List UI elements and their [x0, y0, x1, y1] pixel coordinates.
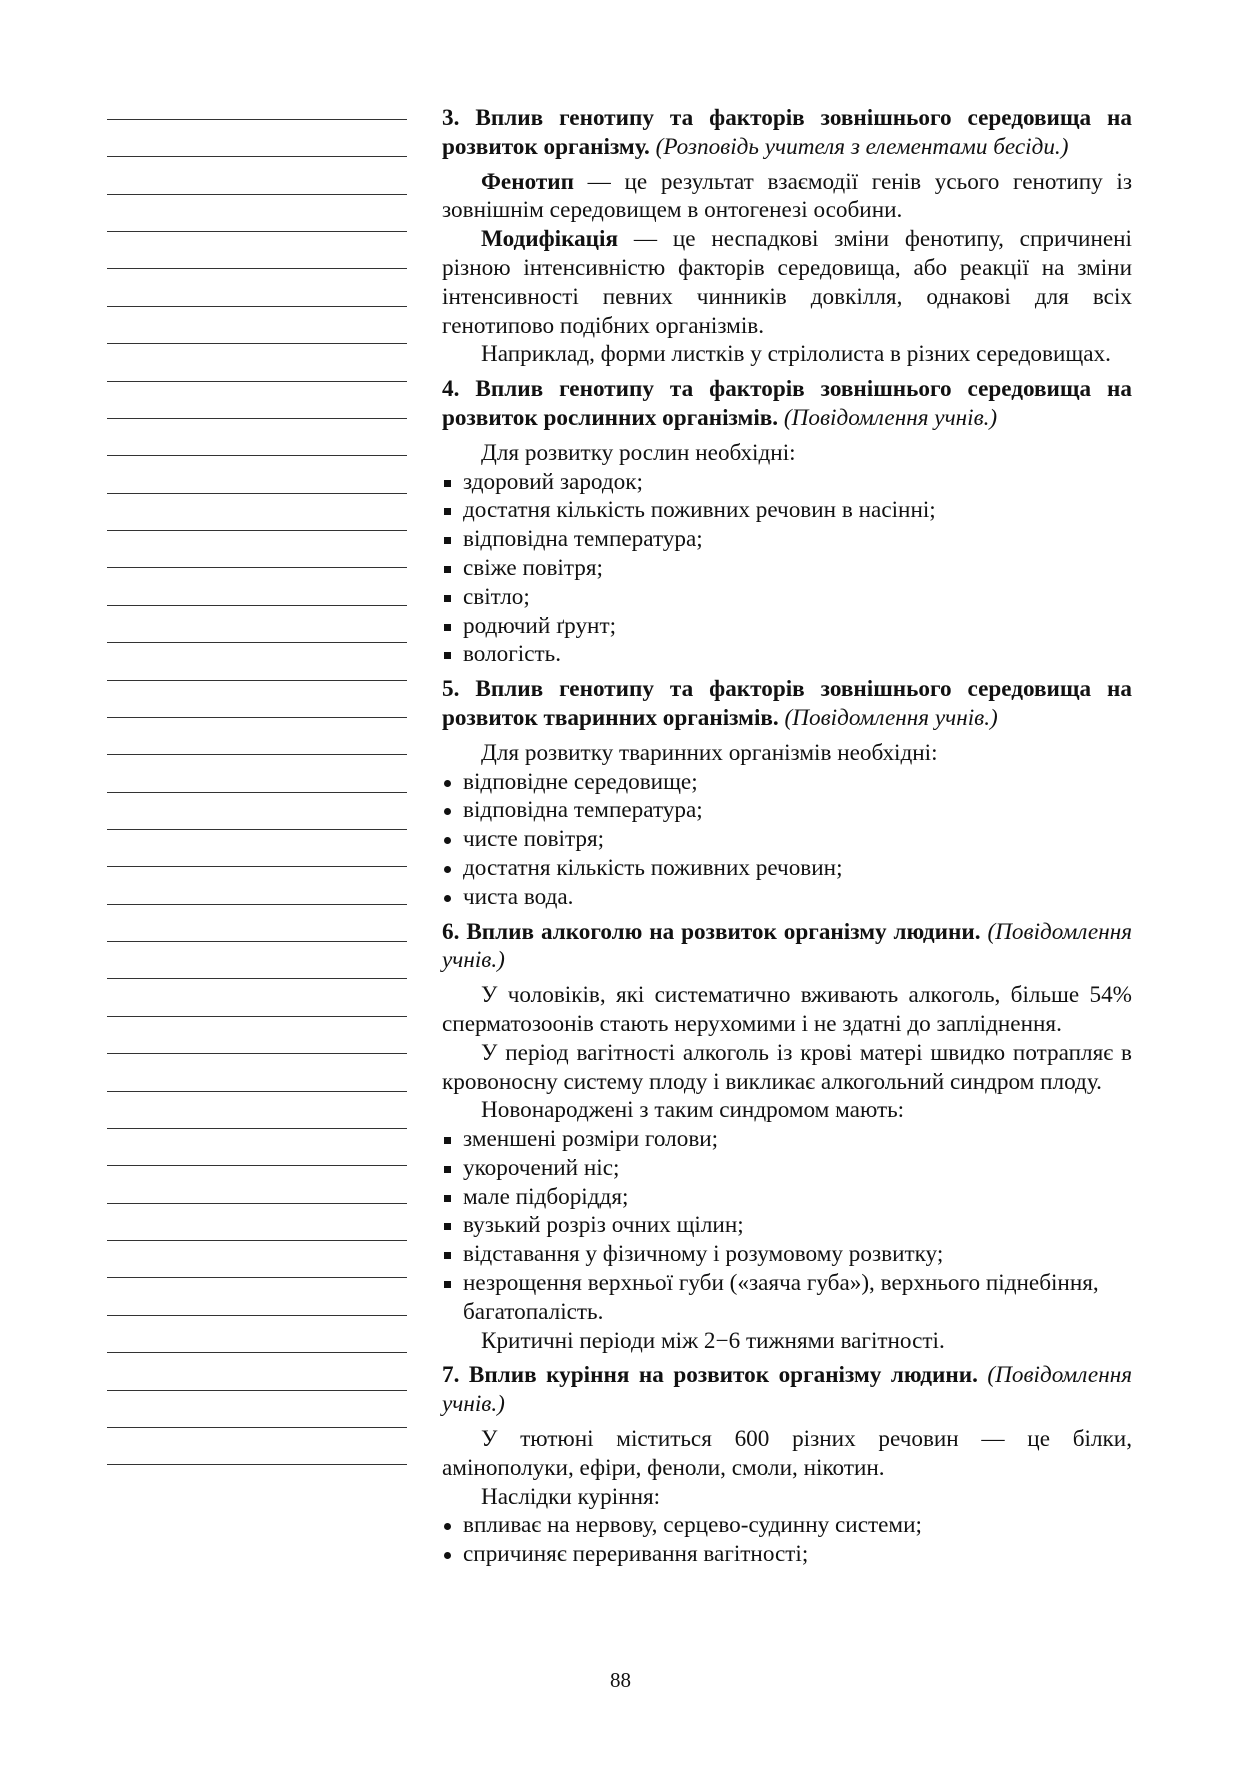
note-line	[107, 904, 407, 905]
section-4-heading	[442, 375, 1132, 433]
note-line	[107, 642, 407, 643]
closing-note: Критичні періоди між 2−6 тижнями вагітності.	[481, 1327, 945, 1354]
list-item: чисте повітря;	[442, 825, 1132, 854]
page-content	[442, 98, 1132, 1569]
list-item: здоровий зародок;	[442, 468, 1132, 497]
section-4-title: Вплив генотипу та факторів зовнішнього середовища на розвиток рослинних організмів.	[442, 376, 1132, 431]
list-lead: Наслідки куріння:	[481, 1483, 661, 1510]
list-item: укорочений ніс;	[442, 1154, 1132, 1183]
list-item: незрощення верхньої губи («заяча губа»), верхнього піднебіння, багатопалість.	[442, 1269, 1132, 1327]
section-3-title: Вплив генотипу та факторів зовнішнього середовища на розвиток організму.	[442, 105, 1132, 160]
paragraph: Наприклад, форми листків у стрілолиста в різних середовищах.	[481, 341, 1111, 368]
definition-modification	[442, 225, 1132, 340]
section-3-heading	[442, 104, 1132, 162]
list-item: чиста вода.	[442, 883, 1132, 912]
list-item: відповідна температура;	[442, 796, 1132, 825]
list-item: вологість.	[442, 640, 1132, 669]
note-line	[107, 306, 407, 307]
note-line	[107, 231, 407, 232]
section-6-number: 6.	[442, 918, 460, 945]
section-3-note: (Розповідь учителя з елементами бесіди.)	[655, 133, 1069, 160]
note-line	[107, 381, 407, 382]
section-7-heading	[442, 1361, 1132, 1419]
note-line	[107, 1165, 407, 1166]
note-line	[107, 1203, 407, 1204]
note-line	[107, 717, 407, 718]
plant-needs-list	[442, 468, 1132, 670]
smoking-effects-list	[442, 1511, 1132, 1569]
note-line	[107, 567, 407, 568]
section-7-note: (Повідомлення учнів.)	[442, 1362, 1132, 1418]
note-line	[107, 605, 407, 606]
section-5-number: 5.	[442, 676, 460, 703]
section-4-number: 4.	[442, 376, 460, 403]
note-line	[107, 941, 407, 942]
note-line	[107, 1053, 407, 1054]
list-item: вузький розріз очних щілин;	[442, 1211, 1132, 1240]
section-5-title: Вплив генотипу та факторів зовнішнього середовища на розвиток тваринних організмів.	[442, 676, 1132, 731]
section-5-heading	[442, 675, 1132, 733]
note-line	[107, 1390, 407, 1391]
list-item: мале підборіддя;	[442, 1183, 1132, 1212]
note-line	[107, 1016, 407, 1017]
list-item: родючий ґрунт;	[442, 612, 1132, 641]
note-line	[107, 1240, 407, 1241]
section-7-title: Вплив куріння на розвиток організму людини.	[468, 1362, 978, 1389]
animal-needs-list	[442, 768, 1132, 912]
list-lead: Для розвитку рослин необхідні:	[481, 439, 796, 466]
syndrome-signs-list	[442, 1125, 1132, 1327]
paragraph: У чоловіків, які систематично вживають алкоголь, більше 54% сперматозоонів стають нерухомими і не здатні до запліднення.	[442, 982, 1132, 1037]
note-line	[107, 829, 407, 830]
note-line	[107, 194, 407, 195]
list-item: відповідна температура;	[442, 525, 1132, 554]
note-line	[107, 792, 407, 793]
section-5-note: (Повідомлення учнів.)	[784, 704, 998, 731]
section-6-heading	[442, 918, 1132, 976]
note-line	[107, 455, 407, 456]
note-line	[107, 156, 407, 157]
section-7-number: 7.	[442, 1362, 460, 1389]
definition-text: — це результат взаємодії генів усього генотипу із зовнішнім середовищем в онтогенезі особини.	[442, 168, 1132, 224]
note-line	[107, 1277, 407, 1278]
note-line	[107, 680, 407, 681]
list-item: достатня кількість поживних речовин;	[442, 854, 1132, 883]
definition-text: — це неспадкові зміни фенотипу, спричинені різною інтенсивністю факторів середовища, або реакції на зміни інтенсивності певних чинників довкілля, однакові для всіх генотипово подібних організмів.	[442, 226, 1132, 339]
note-line	[107, 119, 407, 120]
list-item: спричиняє переривання вагітності;	[442, 1540, 1132, 1569]
note-line	[107, 1427, 407, 1428]
note-line	[107, 1128, 407, 1129]
note-line	[107, 1091, 407, 1092]
note-line	[107, 754, 407, 755]
note-line	[107, 343, 407, 344]
list-item: світло;	[442, 583, 1132, 612]
note-line	[107, 866, 407, 867]
note-line	[107, 1464, 407, 1465]
section-6-note: (Повідомлення учнів.)	[442, 918, 1133, 974]
section-3-number: 3.	[442, 105, 460, 131]
note-line	[107, 978, 407, 979]
list-lead: Для розвитку тваринних організмів необхідні:	[481, 739, 938, 766]
list-item: свіже повітря;	[442, 554, 1132, 583]
paragraph: У тютюні міститься 600 різних речовин — це білки, амінополуки, ефіри, феноли, смоли, нікотин.	[442, 1426, 1132, 1481]
note-line	[107, 268, 407, 269]
list-item: зменшені розміри голови;	[442, 1125, 1132, 1154]
list-lead: Новонароджені з таким синдромом мають:	[481, 1097, 905, 1124]
note-lines	[107, 100, 407, 1490]
list-item: відставання у фізичному і розумовому розвитку;	[442, 1240, 1132, 1269]
list-item: достатня кількість поживних речовин в насінні;	[442, 496, 1132, 525]
list-item: відповідне середовище;	[442, 768, 1132, 797]
definition-term: Фенотип	[481, 168, 574, 195]
section-4-note: (Повідомлення учнів.)	[783, 404, 998, 431]
note-line	[107, 530, 407, 531]
note-line	[107, 493, 407, 494]
definition-phenotype	[442, 168, 1132, 226]
list-item: впливає на нервову, серцево-судинну системи;	[442, 1511, 1132, 1540]
section-6-title: Вплив алкоголю на розвиток організму людини.	[466, 918, 981, 945]
note-line	[107, 1315, 407, 1316]
page-number: 88	[610, 1668, 631, 1692]
definition-term: Модифікація	[481, 226, 619, 253]
note-line	[107, 418, 407, 419]
paragraph: У період вагітності алкоголь із крові матері швидко потрапляє в кровоносну систему плоду і викликає алкогольний синдром плоду.	[442, 1039, 1132, 1095]
note-line	[107, 1352, 407, 1353]
